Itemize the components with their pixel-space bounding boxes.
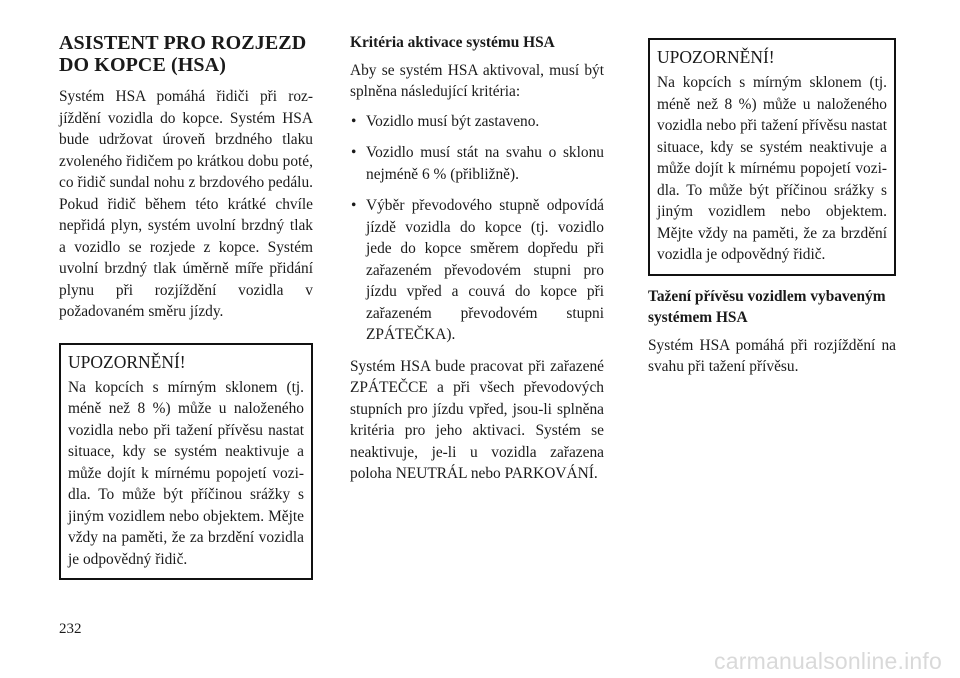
warning-box xyxy=(59,343,313,581)
warning-text: Na kopcích s mírným sklonem (tj. méně než 8 %) může u naloženého vozidla nebo při tažení přívěsu nastat situace, kdy se systém neaktivuje a může dojít k mírnému popojetí vozidla. To může být příčinou srážky s jiným vozidlem nebo objektem. Mějte vždy na paměti, že za brzdění vozidla je odpovědný řidič. xyxy=(657,74,887,263)
warning-title: UPOZORNĚNÍ! xyxy=(657,47,775,67)
list-item: • Výběr převodového stupně odpovídá jízdě vozidla do kopce (tj. vozidlo jede do kopce směrem dopředu při zařazeném převodovém stupni pro jízdu vpřed a couvá do kopce při zařazeném převodovém stupni ZPÁTEČKA). xyxy=(350,195,604,346)
trailer-towing-paragraph: Systém HSA pomáhá při rozjíždění na svahu při tažení přívěsu. xyxy=(648,336,896,375)
watermark: carmanualsonline.info xyxy=(714,648,942,674)
column-right xyxy=(648,32,896,378)
criteria-list xyxy=(350,111,604,346)
section-heading: ASISTENT PRO ROZJEZD DO KOPCE (HSA) xyxy=(59,32,307,76)
warning-title: UPOZORNĚNÍ! xyxy=(68,351,186,372)
list-item: • Vozidlo musí být zastaveno. xyxy=(350,111,604,133)
page-number: 232 xyxy=(59,621,82,637)
column-left xyxy=(59,32,313,580)
trailer-towing-heading: Tažení přívěsu vozidlem vybaveným systémem HSA xyxy=(648,287,886,326)
warning-text: Na kopcích s mírným sklonem (tj. méně než 8 %) může u naloženého vozidla nebo při tažení přívěsu nastat situace, kdy se systém neaktivuje a může dojít k mírnému popojetí vozidla. To může být příčinou srážky s jiným vozidlem nebo objektem. Mějte vždy na paměti, že za brzdění vozidla je odpovědný řidič. xyxy=(68,378,304,568)
activation-criteria-heading: Kritéria aktivace systému HSA xyxy=(350,34,555,51)
hsa-operation-paragraph: Systém HSA bude pracovat při zařazené ZPÁTEČCE a při všech převodových stupních pro jízdu vpřed, jsou-li splněna kritéria pro jeho aktivaci. Systém se neaktivuje, je-li u vozidla zařazena poloha NEUTRÁL nebo PARKOVÁNÍ. xyxy=(350,357,604,482)
column-middle xyxy=(350,32,604,485)
list-item: • Vozidlo musí stát na svahu o sklonu nejméně 6 % (přibližně). xyxy=(350,142,604,185)
hsa-intro-paragraph: Systém HSA pomáhá řidiči při rozjíždění vozidla do kopce. Systém HSA bude udržovat úroveň brzdného tlaku zvoleného řidičem po krátkou dobu poté, co řidič sundal nohu z brzdového pedálu. Pokud řidič během této krátké chvíle nepřidá plyn, systém uvolní brzdný tlak a vozidlo se rozjede z kopce. Systém uvolní brzdný tlak úměrně míře přidání plynu při rozjíždění vozidla v požadovaném směru jízdy. xyxy=(59,88,313,320)
criteria-intro: Aby se systém HSA aktivoval, musí být splněna následující kritéria: xyxy=(350,61,604,100)
warning-box xyxy=(648,38,896,276)
